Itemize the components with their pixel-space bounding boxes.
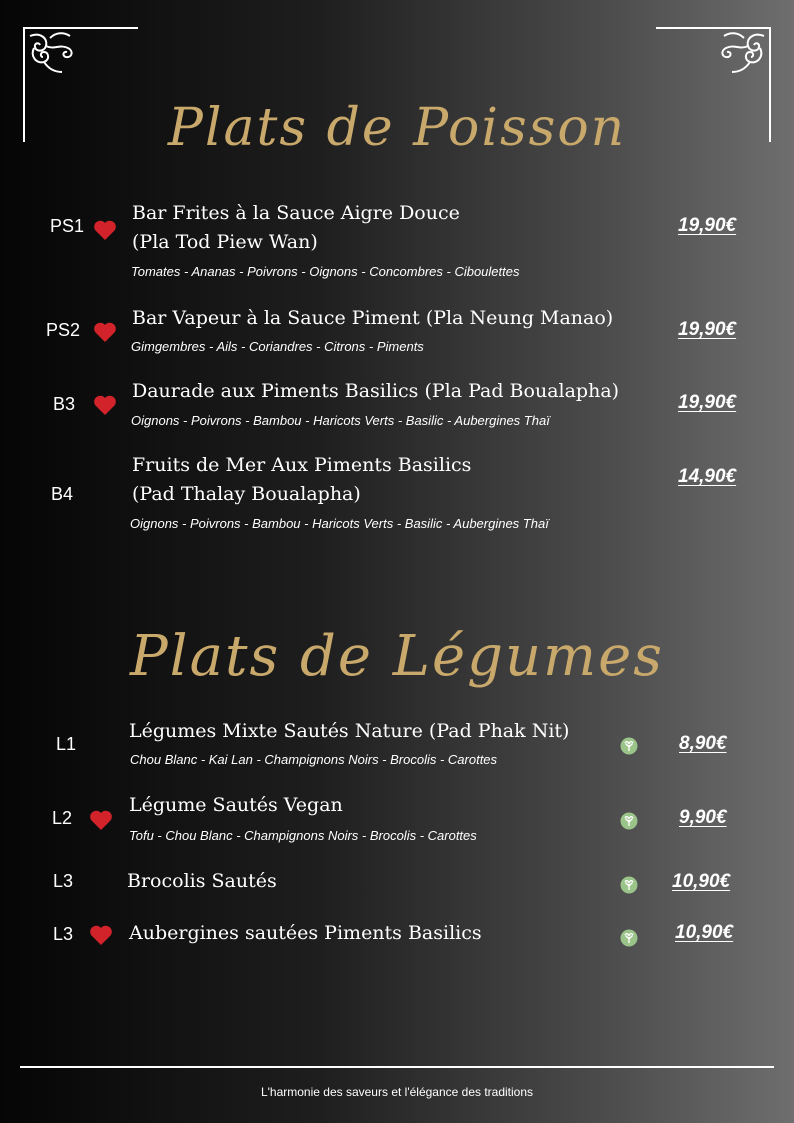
dish-name-subtitle: (Pad Thalay Boualapha) [132, 483, 361, 505]
heart-icon [89, 809, 113, 831]
vegetarian-leaf-icon [620, 737, 638, 755]
dish-ingredients: Tomates - Ananas - Poivrons - Oignons - Concombres - Ciboulettes [131, 264, 520, 279]
dish-name: Bar Vapeur à la Sauce Piment (Pla Neung Manao) [132, 307, 614, 329]
section-title-poisson: Plats de Poisson [167, 98, 627, 158]
dish-ingredients: Oignons - Poivrons - Bambou - Haricots Verts - Basilic - Aubergines Thaï [130, 516, 549, 531]
heart-icon [93, 394, 117, 416]
dish-price: 9,90€ [679, 807, 727, 828]
dish-price: 10,90€ [672, 871, 731, 892]
dish-ingredients: Gimgembres - Ails - Coriandres - Citrons - Piments [131, 339, 424, 354]
item-code: L1 [56, 734, 77, 754]
dish-name-subtitle: (Pla Tod Piew Wan) [132, 231, 318, 253]
item-code: PS2 [46, 320, 81, 340]
dish-name: Daurade aux Piments Basilics (Pla Pad Boualapha) [132, 380, 620, 402]
item-code: L2 [52, 808, 73, 828]
dish-name: Légumes Mixte Sautés Nature (Pad Phak Nit) [129, 720, 570, 742]
footer-divider [20, 1066, 774, 1068]
heart-icon [89, 924, 113, 946]
footer-tagline: L'harmonie des saveurs et l'élégance des traditions [260, 1085, 534, 1099]
item-code: B4 [51, 484, 74, 504]
dish-name: Bar Frites à la Sauce Aigre Douce [132, 202, 460, 224]
dish-ingredients: Tofu - Chou Blanc - Champignons Noirs - Brocolis - Carottes [129, 828, 477, 843]
dish-name: Fruits de Mer Aux Piments Basilics [132, 454, 472, 476]
dish-ingredients: Chou Blanc - Kai Lan - Champignons Noirs - Brocolis - Carottes [130, 752, 498, 767]
heart-icon [93, 321, 117, 343]
dish-price: 19,90€ [678, 392, 737, 413]
item-code: PS1 [50, 216, 85, 236]
item-code: L3 [53, 871, 74, 891]
dish-price: 19,90€ [678, 319, 737, 340]
dish-ingredients: Oignons - Poivrons - Bambou - Haricots Verts - Basilic - Aubergines Thaï [131, 413, 550, 428]
dish-price: 19,90€ [678, 215, 737, 236]
dish-price: 14,90€ [678, 466, 737, 487]
vegetarian-leaf-icon [620, 929, 638, 947]
dish-price: 10,90€ [675, 922, 734, 943]
item-code: L3 [53, 924, 74, 944]
dish-name: Aubergines sautées Piments Basilics [129, 922, 482, 944]
dish-name: Brocolis Sautés [127, 870, 277, 892]
vegetarian-leaf-icon [620, 812, 638, 830]
heart-icon [93, 219, 117, 241]
dish-name: Légume Sautés Vegan [129, 794, 343, 816]
dish-price: 8,90€ [679, 733, 727, 754]
vegetarian-leaf-icon [620, 876, 638, 894]
section-title-legumes: Plats de Légumes [129, 624, 665, 689]
item-code: B3 [53, 394, 76, 414]
